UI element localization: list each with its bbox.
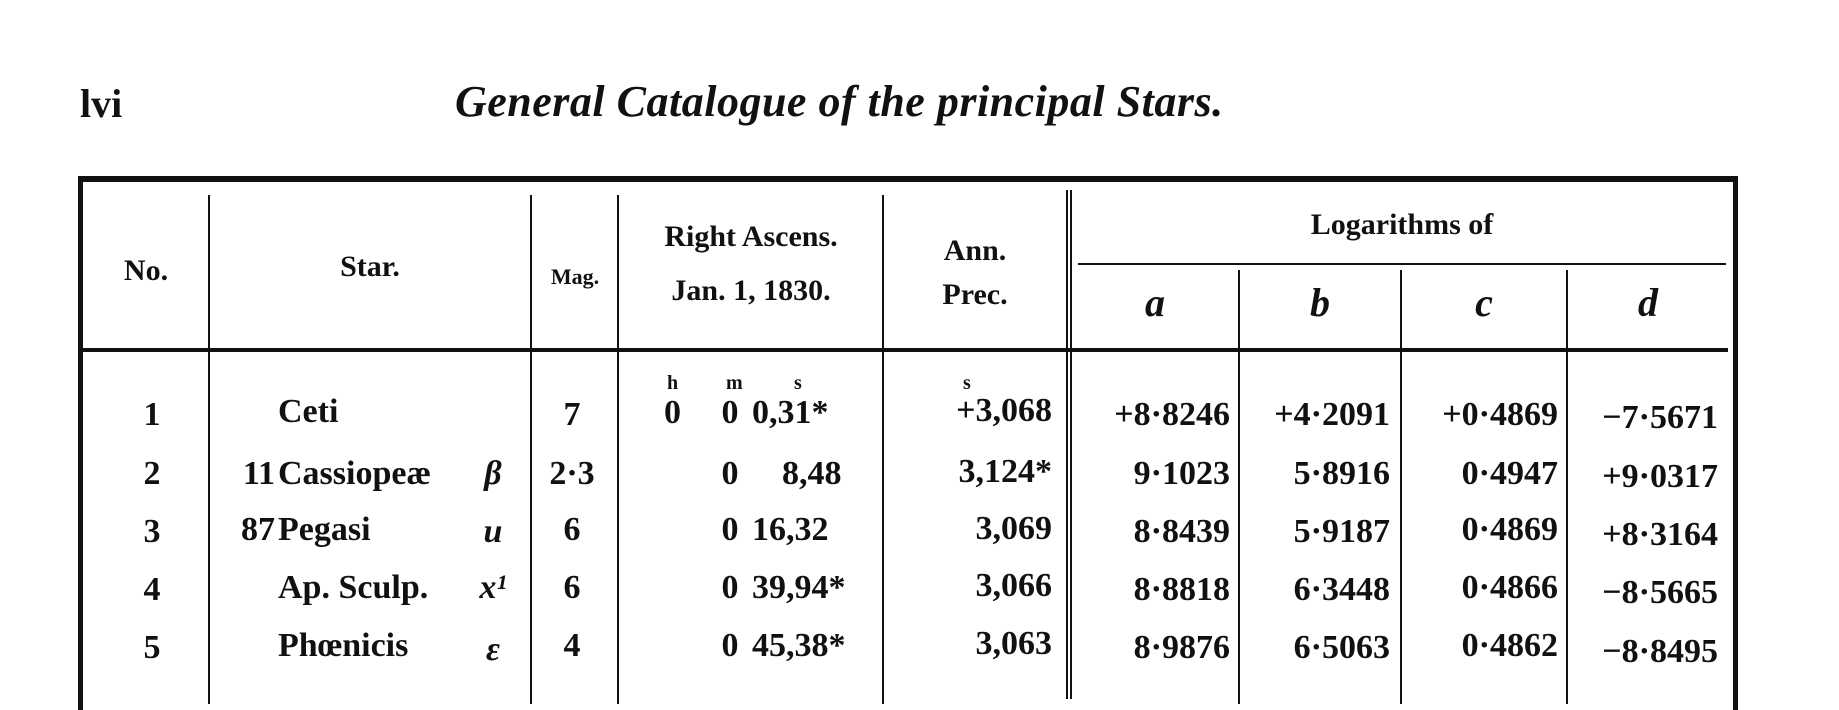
cell-log-a: 8·8439 (1133, 513, 1230, 550)
cell-ra-s: 0,31* (752, 394, 829, 431)
cell-bayer: β (484, 455, 502, 492)
cell-log-d: −8·8495 (1602, 633, 1718, 670)
cell-ra-s: 45,38* (752, 627, 846, 664)
cell-log-b: +4·2091 (1274, 396, 1390, 433)
cell-ra-s: 39,94* (752, 569, 846, 606)
unit-seconds: s (794, 372, 802, 394)
cell-log-a: 8·9876 (1133, 629, 1230, 666)
cell-ra-m: 0 (721, 455, 739, 492)
cell-log-c: 0·4866 (1461, 569, 1558, 606)
cell-no: 4 (143, 571, 161, 608)
cell-star-name: Ceti (278, 393, 339, 430)
header-log-b: b (1310, 280, 1330, 325)
cell-no: 2 (143, 455, 161, 492)
header-prec-line1: Ann. (943, 234, 1007, 267)
column-divider (617, 195, 619, 704)
cell-log-d: +8·3164 (1602, 516, 1718, 553)
cell-log-d: −8·5665 (1602, 574, 1718, 611)
cell-prec: 3,063 (975, 625, 1052, 662)
cell-log-b: 6·3448 (1293, 571, 1390, 608)
cell-ra-m: 0 (721, 627, 739, 664)
cell-ra-m: 0 (721, 394, 739, 431)
cell-log-c: 0·4947 (1461, 455, 1558, 492)
header-rule (83, 348, 1728, 352)
cell-log-b: 5·9187 (1293, 513, 1390, 550)
cell-mag: 6 (563, 569, 581, 606)
cell-log-c: 0·4862 (1461, 627, 1558, 664)
cell-log-b: 5·8916 (1293, 455, 1390, 492)
cell-ra-h: 0 (664, 394, 681, 431)
cell-bayer: ε (486, 631, 500, 668)
header-no: No. (123, 254, 169, 287)
cell-star-name: Ap. Sculp. (278, 569, 429, 606)
cell-log-d: +9·0317 (1602, 458, 1718, 495)
cell-star-name: Cassiopeæ (278, 455, 432, 492)
page-title: General Catalogue of the principal Stars. (455, 77, 1224, 126)
header-mag: Mag. (550, 264, 600, 289)
header-log-c: c (1475, 280, 1493, 325)
cell-bayer: x¹ (479, 569, 507, 606)
cell-flamsteed: 11 (242, 455, 275, 492)
header-ra-line2: Jan. 1, 1830. (671, 274, 831, 307)
column-divider (530, 195, 532, 704)
cell-ra-m: 0 (721, 511, 739, 548)
cell-bayer: u (483, 513, 503, 550)
cell-log-c: 0·4869 (1461, 511, 1558, 548)
header-log-a: a (1145, 280, 1165, 325)
cell-log-c: +0·4869 (1442, 396, 1558, 433)
cell-ra-s: 16,32 (752, 511, 829, 548)
cell-mag: 7 (563, 396, 581, 433)
cell-prec: 3,069 (975, 510, 1052, 547)
column-divider (1066, 190, 1072, 699)
cell-prec: 3,066 (975, 567, 1052, 604)
header-star: Star. (340, 250, 400, 283)
unit-minutes: m (726, 372, 743, 394)
logarithms-rule (1078, 263, 1726, 265)
cell-log-d: −7·5671 (1602, 399, 1718, 436)
header-prec-line2: Prec. (942, 278, 1008, 311)
cell-no: 3 (143, 513, 161, 550)
header-log-d: d (1638, 280, 1658, 325)
cell-mag: 6 (563, 511, 581, 548)
cell-log-a: +8·8246 (1114, 396, 1230, 433)
header-logarithms: Logarithms of (1310, 208, 1494, 241)
cell-ra-m: 0 (721, 569, 739, 606)
unit-hours: h (667, 372, 679, 394)
cell-no: 5 (143, 629, 161, 666)
header-ra-line1: Right Ascens. (664, 220, 838, 253)
cell-flamsteed: 87 (241, 511, 275, 548)
cell-star-name: Pegasi (278, 511, 371, 548)
cell-ra-s: 8,48 (782, 455, 842, 492)
cell-no: 1 (143, 396, 161, 433)
cell-star-name: Phœnicis (278, 627, 409, 664)
cell-log-a: 9·1023 (1133, 455, 1230, 492)
cell-log-a: 8·8818 (1133, 571, 1230, 608)
cell-mag: 4 (563, 627, 581, 664)
page-number: lvi (80, 81, 123, 126)
cell-prec: 3,124* (958, 453, 1052, 490)
cell-log-b: 6·5063 (1293, 629, 1390, 666)
unit-prec-seconds: s (963, 372, 971, 394)
column-divider (882, 195, 884, 704)
cell-mag: 2·3 (549, 455, 595, 492)
cell-prec: +3,068 (956, 392, 1052, 429)
